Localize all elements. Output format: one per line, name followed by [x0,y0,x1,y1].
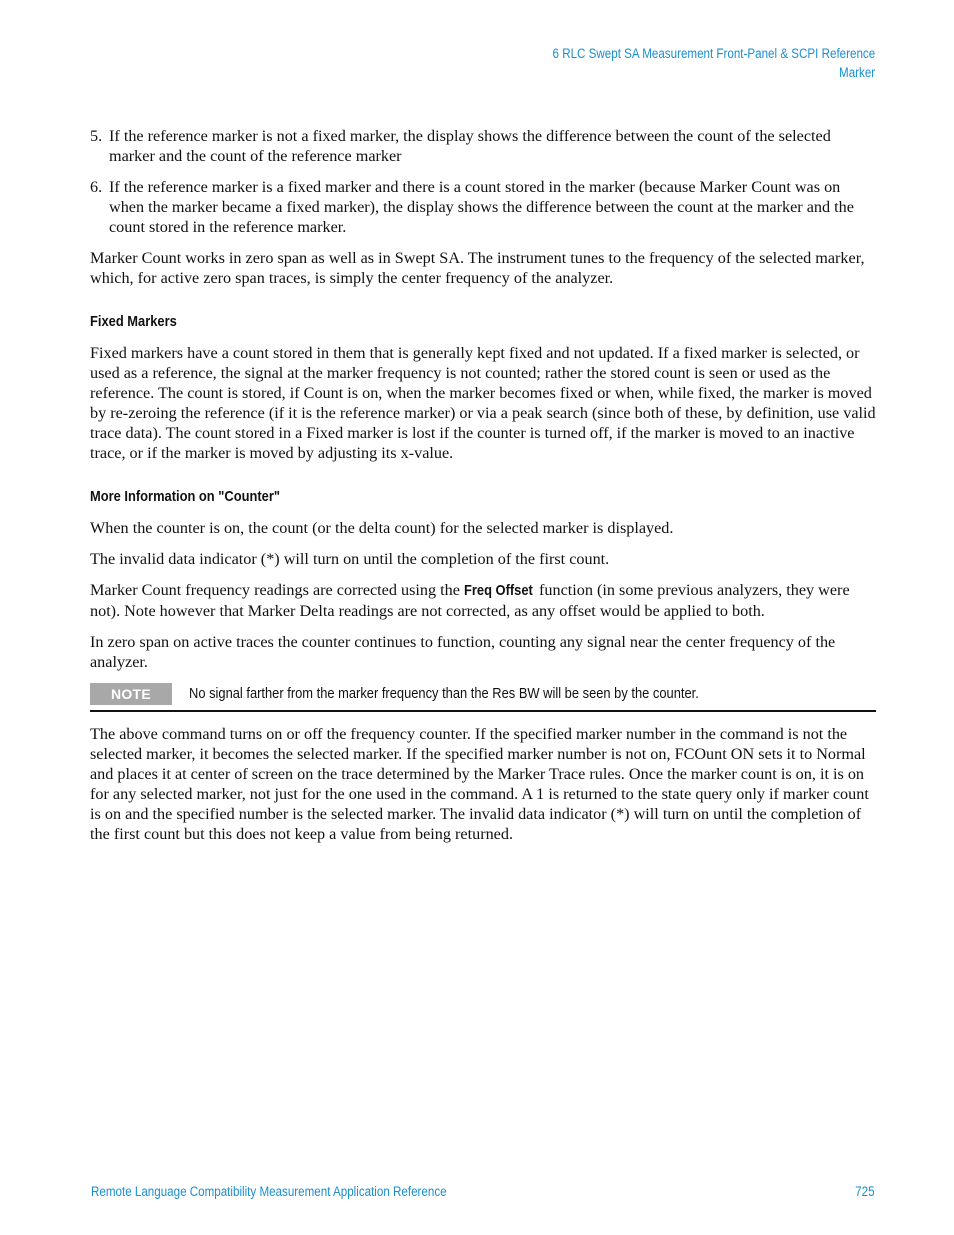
page-body [90,126,876,855]
chapter-title: 6 RLC Swept SA Measurement Front-Panel & SCPI Reference [552,46,875,61]
fixed-markers-paragraph: Fixed markers have a count stored in them that is generally kept fixed and not updated. If a fixed marker is selected, or used as a reference, the signal at the marker frequency is not counted; rather the stored count is seen or used as the reference. The count is stored, if Count is on, when the marker becomes fixed or when, while fixed, the marker is moved by re-zeroing the reference (if it is the reference marker) or via a peak search (since both of these, by definition, use valid trace data). The count stored in a Fixed marker is lost if the counter is turned off, if the marker is moved to an inactive trace, or if the marker is moved by adjusting its x-value. [90,344,876,462]
paragraph-text: Marker Count frequency readings are corrected using the [90,581,464,599]
counter-paragraph-4: In zero span on active traces the counter continues to function, counting any signal near the center frequency of the analyzer. [90,633,836,671]
section-title: Marker [838,65,875,80]
note-text: No signal farther from the marker frequency than the Res BW will be seen by the counter. [189,685,699,702]
page-number: 725 [855,1184,875,1199]
list-item-number: 6. [90,178,103,196]
note-box [90,683,876,712]
section-heading-more-information: More Information on "Counter" [90,488,280,505]
section-heading-fixed-markers: Fixed Markers [90,313,177,330]
intro-paragraph: Marker Count works in zero span as well as in Swept SA. The instrument tunes to the frequency of the selected marker, which, for active zero span traces, is simply the center frequency of the analyzer. [90,249,865,287]
counter-paragraph-3 [90,580,876,621]
running-header [552,44,875,82]
paragraph-text: function (in some previous analyzers, they were not). Note however that Marker Delta readings are not corrected, as any offset would be applied to both. [90,581,850,620]
list-item [90,177,876,237]
list-item-text: If the reference marker is not a fixed marker, the display shows the difference between the count of the selected marker and the count of the reference marker [109,127,831,165]
list-item [90,126,876,166]
counter-paragraph-1: When the counter is on, the count (or the delta count) for the selected marker is displayed. [90,519,674,537]
footer-title: Remote Language Compatibility Measurement Application Reference [91,1184,447,1199]
counter-paragraph-2: The invalid data indicator (*) will turn on until the completion of the first count. [90,550,610,568]
freq-offset-keyword: Freq Offset [463,582,533,599]
list-item-text: If the reference marker is a fixed marker and there is a count stored in the marker (because Marker Count was on when the marker became a fixed marker), the display shows the difference between the count at the marker and the count stored in the reference marker. [109,178,854,236]
list-item-number: 5. [90,127,103,145]
note-badge: NOTE [90,683,172,705]
closing-paragraph: The above command turns on or off the frequency counter. If the specified marker number in the command is not the selected marker, it becomes the selected marker. If the specified marker number is not on, FCOunt ON sets it to Normal and places it at center of screen on the trace determined by the Marker Trace rules. Once the marker count is on, it is on for any selected marker, not just for the one used in the command. A 1 is returned to the state query only if marker count is on and the specified number is the selected marker. The invalid data indicator (*) will turn on until the completion of the first count but this does not keep a value from being returned. [90,725,869,843]
